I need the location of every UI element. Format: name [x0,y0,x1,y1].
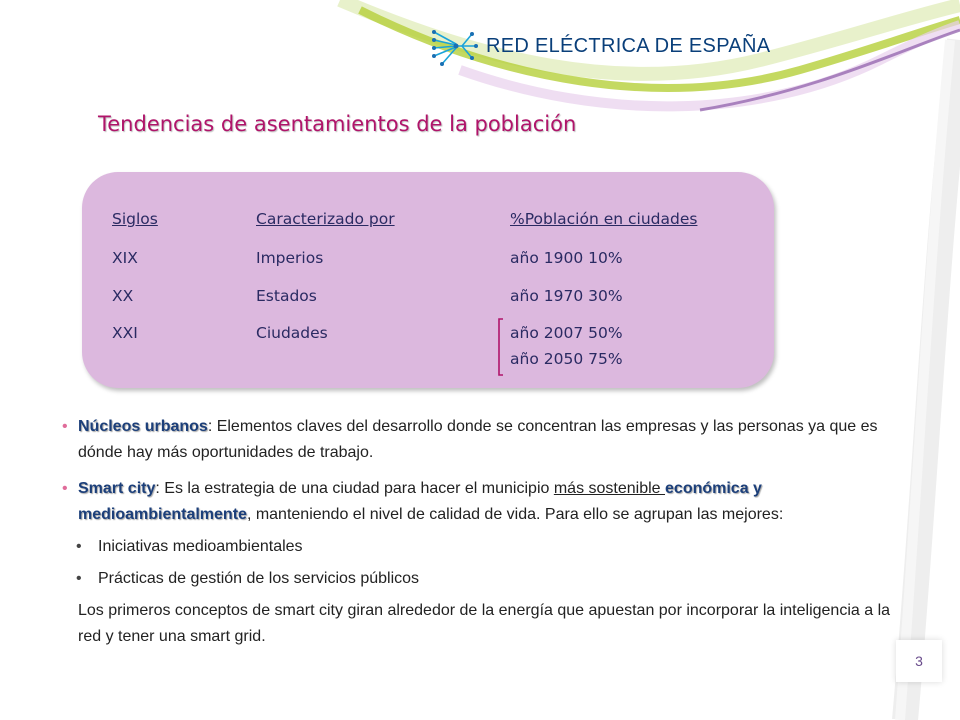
cell-population: año 1900 10% [510,249,623,267]
brand-name: RED ELÉCTRICA DE ESPAÑA [486,34,771,57]
bullet-list [62,414,892,650]
col-header-poblacion: %Población en ciudades [510,210,698,228]
cell-characterized: Estados [256,287,317,305]
bullet-dot: • [62,418,68,435]
bullet-text: , manteniendo el nivel de calidad de vida. Para ello se agrupan las mejores: [246,506,784,523]
bullet-dot: • [76,570,82,587]
bullet-nucleos-urbanos [62,414,892,466]
bullet-smart-city [62,476,892,528]
page-title: Tendencias de asentamientos de la población [98,112,577,136]
network-icon [432,26,478,66]
sub-bullet-iniciativas [62,534,892,560]
brand-logo [432,26,770,66]
bullet-term: Smart city [78,480,156,497]
sub-bullet-practicas [62,566,892,592]
sub-bullet-text: Prácticas de gestión de los servicios públicos [98,570,420,587]
closing-paragraph: Los primeros conceptos de smart city giran alrededor de la energía que apuestan por incorporar la inteligencia a la red y tener una smart grid. [78,602,891,645]
col-header-caracterizado: Caracterizado por [256,210,395,228]
bullet-term: económica y medioambientalmente [78,480,762,523]
sub-bullet-text: Iniciativas medioambientales [98,538,303,555]
bullet-text: : Elementos claves del desarrollo donde se concentran las empresas y las personas ya que es dónde hay más oportunidades de trabajo. [78,418,878,461]
cell-century: XIX [112,249,138,267]
cell-population: año 1970 30% [510,287,623,305]
cell-population-extra: año 2050 75% [510,350,623,368]
cell-characterized: Ciudades [256,324,328,342]
cell-population: año 2007 50% [510,324,623,342]
settlement-trends-table [82,172,774,388]
bullet-underlined-text: más sostenible [553,480,666,497]
cell-characterized: Imperios [256,249,324,267]
cell-century: XXI [112,324,138,342]
page-number: 3 [896,640,942,682]
bracket-mark [496,318,504,376]
bullet-dot: • [62,480,68,497]
bullet-term: Núcleos urbanos [78,418,208,435]
cell-century: XX [112,287,134,305]
col-header-siglos: Siglos [112,210,158,228]
bullet-dot: • [76,538,82,555]
bullet-text: : Es la estrategia de una ciudad para hacer el municipio [155,480,554,497]
